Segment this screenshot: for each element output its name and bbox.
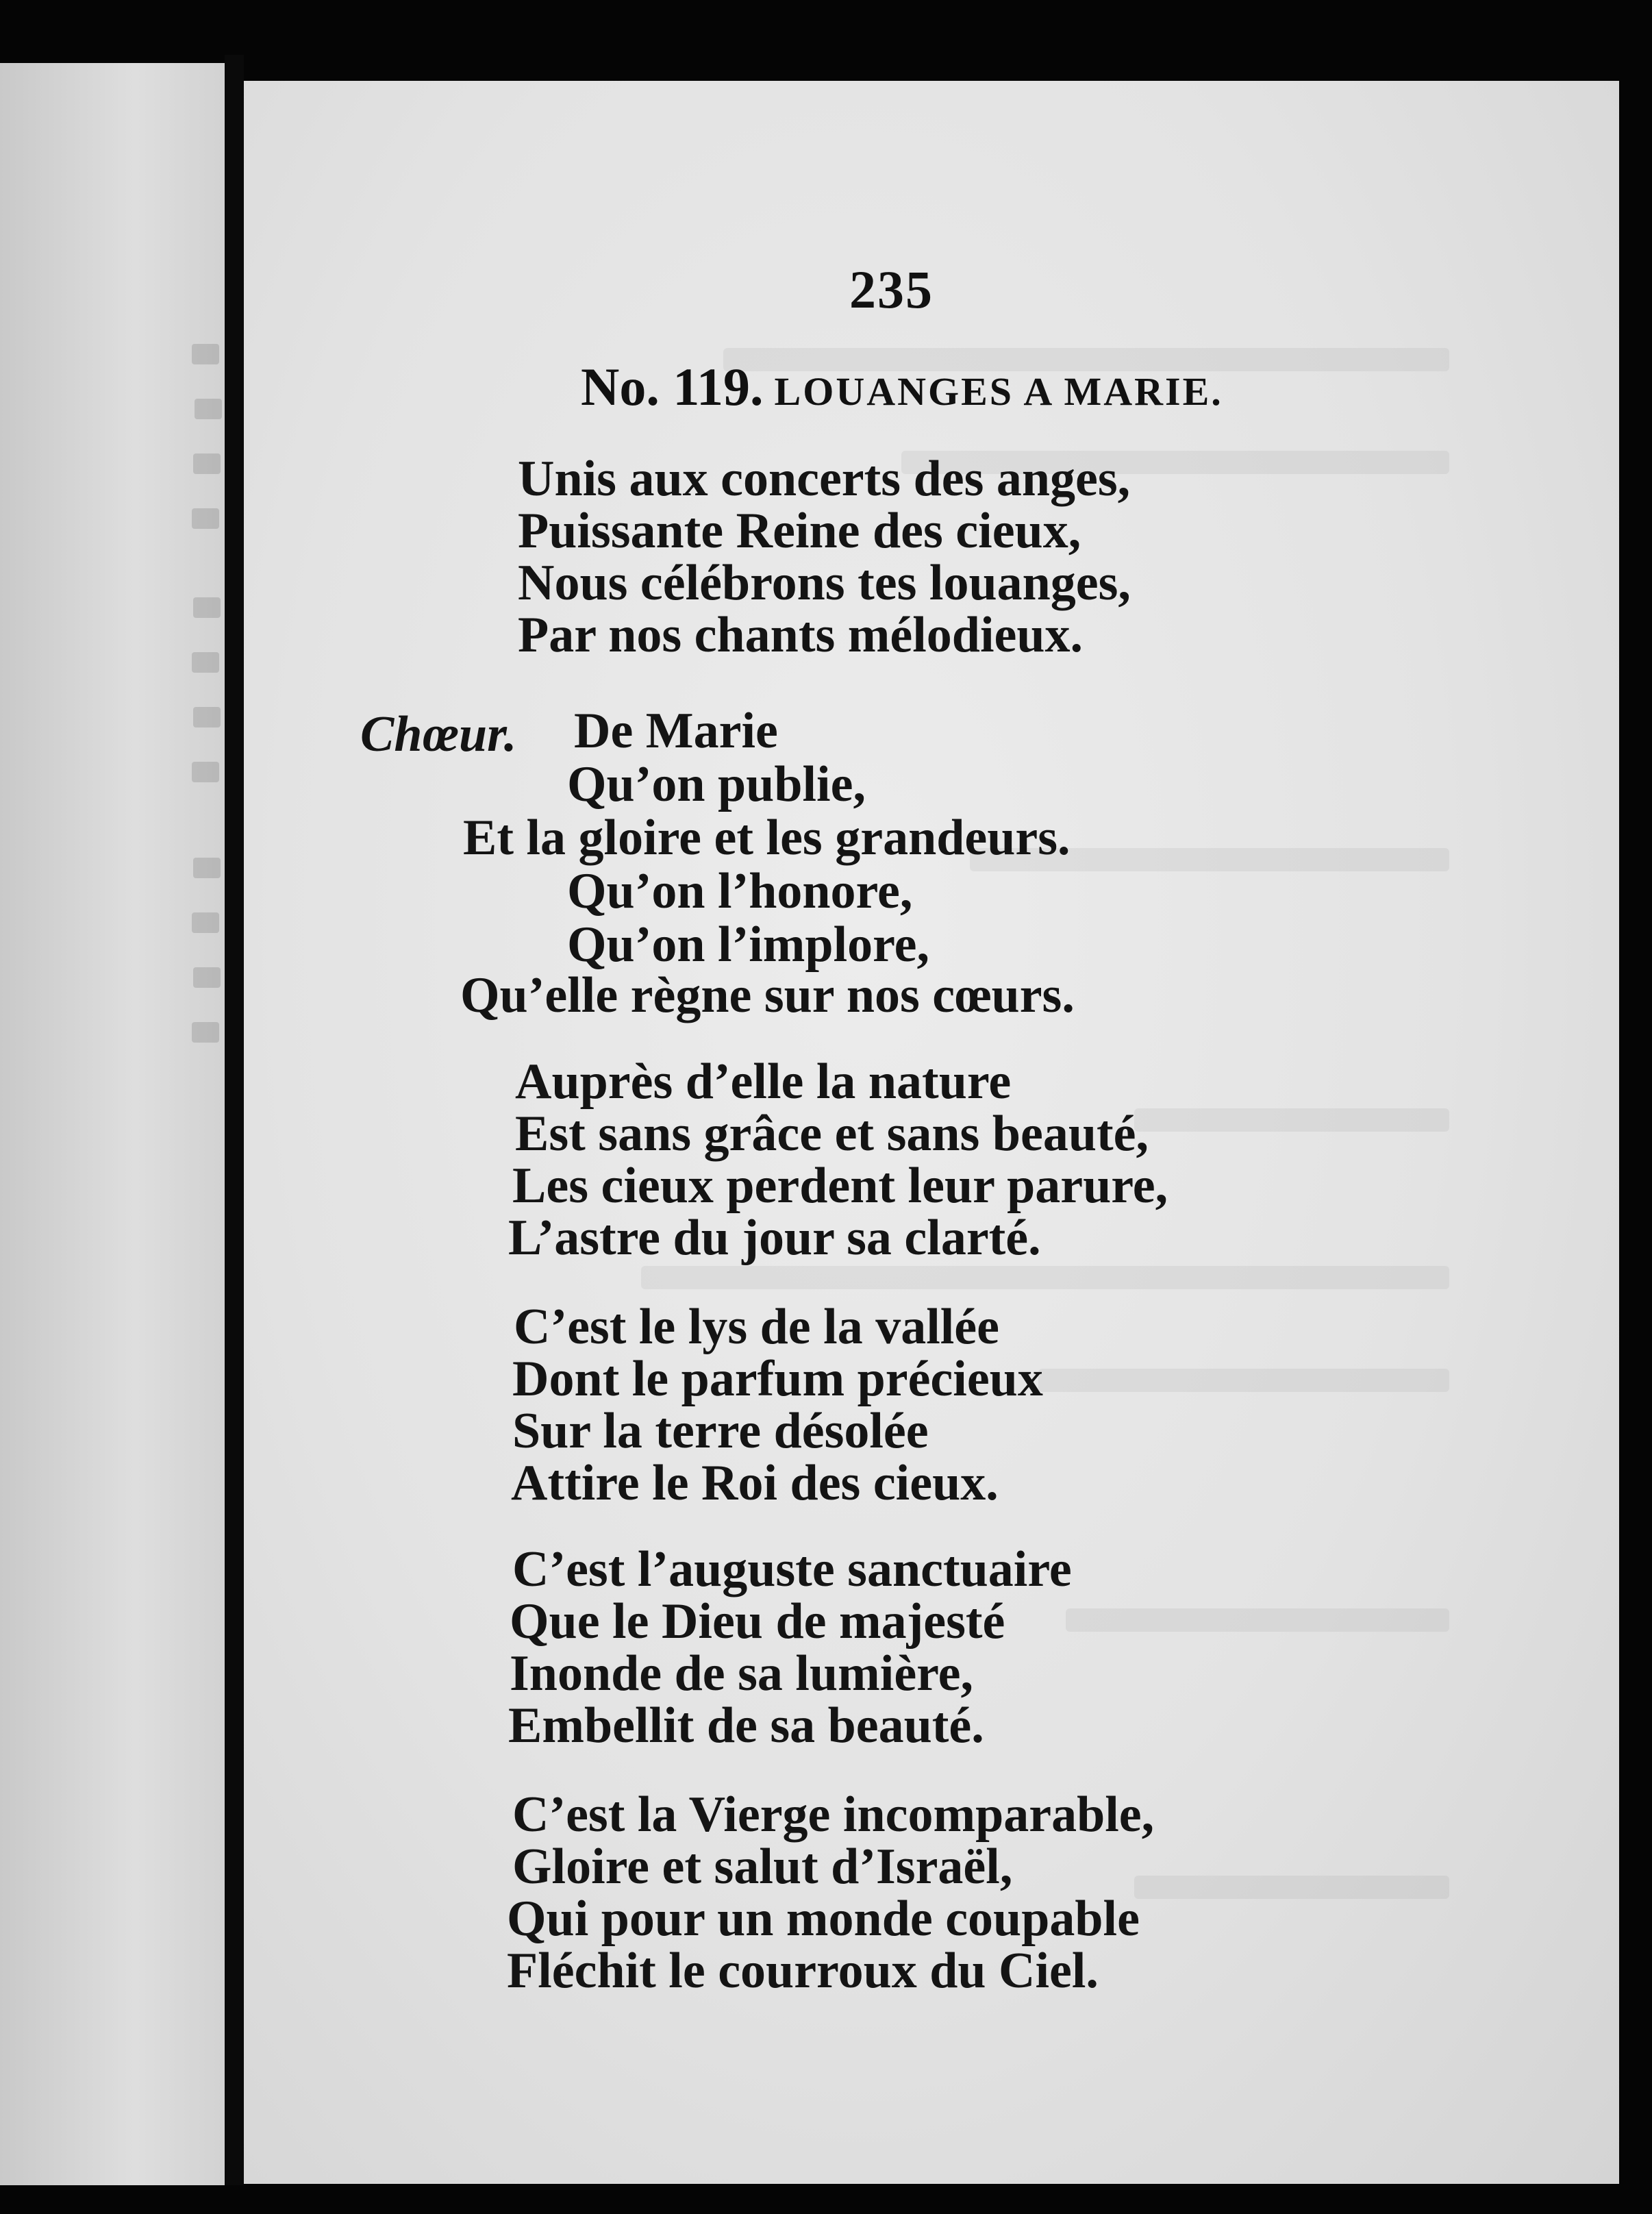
left-page-bleed-text (192, 508, 219, 529)
left-page-bleed-text (192, 912, 219, 933)
page-number: 235 (849, 260, 934, 319)
left-page-bleed-text (193, 967, 221, 988)
verse-line: Puissante Reine des cieux, (518, 503, 1081, 559)
verse-line: Nous célébrons tes louanges, (518, 555, 1131, 611)
verse-line: Inonde de sa lumière, (510, 1645, 974, 1702)
verse-line: Attire le Roi des cieux. (511, 1455, 999, 1511)
verse-line: Fléchit le courroux du Ciel. (507, 1943, 1099, 1999)
left-page-edge (0, 63, 225, 2185)
hymn-name: LOUANGES A MARIE. (774, 369, 1223, 414)
bleed-through-line (1066, 1608, 1449, 1632)
left-page-bleed-text (193, 707, 221, 727)
left-page-bleed-text (193, 453, 221, 474)
verse-line: Unis aux concerts des anges, (518, 451, 1131, 507)
bleed-through-line (1134, 1876, 1449, 1899)
left-page-bleed-text (192, 652, 219, 673)
chorus-line: Et la gloire et les grandeurs. (463, 810, 1071, 866)
left-page-bleed-text (195, 399, 222, 419)
verse-line: Par nos chants mélodieux. (518, 607, 1084, 663)
verse-line: Qui pour un monde coupable (507, 1891, 1140, 1947)
chorus-label: Chœur. (360, 706, 517, 762)
left-page-bleed-text (192, 344, 219, 364)
bleed-through-line (641, 1266, 1449, 1289)
verse-line: C’est l’auguste sanctuaire (512, 1541, 1072, 1597)
left-page-bleed-text (192, 1022, 219, 1043)
verse-line: Sur la terre désolée (512, 1403, 929, 1459)
bleed-through-line (1134, 1108, 1449, 1132)
verse-line: Auprès d’elle la nature (515, 1054, 1012, 1110)
verse-line: Gloire et salut d’Israël, (512, 1839, 1013, 1895)
chorus-line: Qu’elle règne sur nos cœurs. (460, 967, 1075, 1023)
chorus-line: Qu’on l’honore, (567, 863, 913, 919)
book-gutter (225, 55, 244, 2185)
verse-line: Est sans grâce et sans beauté, (515, 1106, 1149, 1162)
verse-line: L’astre du jour sa clarté. (508, 1210, 1041, 1266)
verse-line: Embellit de sa beauté. (508, 1697, 984, 1754)
verse-line: Que le Dieu de majesté (510, 1593, 1005, 1650)
left-page-bleed-text (193, 858, 221, 878)
chorus-line: Qu’on l’implore, (567, 917, 929, 973)
chorus-line: Qu’on publie, (567, 756, 866, 812)
verse-line: Dont le parfum précieux (512, 1351, 1043, 1407)
chorus-line: De Marie (574, 703, 778, 759)
bleed-through-line (1038, 1369, 1449, 1392)
hymn-number: No. 119. (581, 357, 764, 416)
left-page-bleed-text (193, 597, 221, 618)
left-page-bleed-text (192, 762, 219, 782)
hymn-title (581, 356, 1223, 418)
verse-line: C’est le lys de la vallée (514, 1299, 999, 1355)
verse-line: C’est la Vierge incomparable, (512, 1787, 1155, 1843)
verse-line: Les cieux perdent leur parure, (512, 1158, 1168, 1214)
